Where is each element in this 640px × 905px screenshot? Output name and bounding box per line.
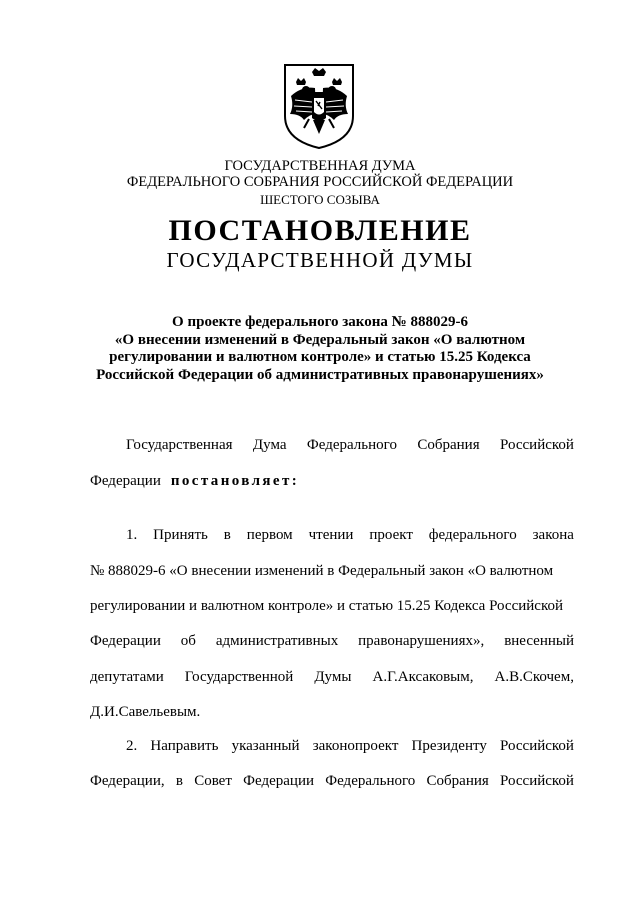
word: Думы <box>314 669 352 685</box>
text-line <box>126 527 574 544</box>
word: Федерации <box>90 633 161 649</box>
text-line <box>90 669 574 686</box>
title-line: Российской Федерации об административных правонарушениях» <box>96 366 544 383</box>
word: закона <box>532 527 574 543</box>
convocation: ШЕСТОГО СОЗЫВА <box>260 192 380 207</box>
word: А.Г.Аксаковым, <box>372 669 474 685</box>
word: об <box>180 633 196 649</box>
word: правонарушениях», <box>358 633 485 649</box>
word: Президенту <box>411 738 487 754</box>
coat-of-arms-emblem <box>282 62 356 150</box>
word: депутатами <box>90 669 164 685</box>
text-line: Д.И.Савельевым. <box>90 704 201 720</box>
text-line <box>126 437 574 454</box>
word: Государственная <box>126 437 233 453</box>
word: федерального <box>428 527 517 543</box>
text-line <box>90 473 574 490</box>
word: 1. <box>126 527 138 543</box>
organization-subname: ФЕДЕРАЛЬНОГО СОБРАНИЯ РОССИЙСКОЙ ФЕДЕРАЦИИ <box>126 174 514 190</box>
title-line: О проекте федерального закона № 888029-6 <box>172 314 468 330</box>
word: чтении <box>308 527 354 543</box>
document-title <box>0 314 640 384</box>
word: Собрания <box>426 773 489 789</box>
resolves-verb: постановляет: <box>170 473 300 489</box>
word: Российской <box>500 773 574 789</box>
word: Федерального <box>306 437 397 453</box>
word: Дума <box>252 437 287 453</box>
word: Российской <box>500 437 574 453</box>
word: в <box>175 773 183 789</box>
word: Федерального <box>325 773 416 789</box>
word: внесенный <box>504 633 574 649</box>
word: указанный <box>231 738 300 754</box>
word: Собрания <box>417 437 480 453</box>
word: Государственной <box>184 669 294 685</box>
text-line: № 888029-6 «О внесении изменений в Федеральный закон «О валютном <box>90 563 554 579</box>
text-line <box>90 773 574 790</box>
document-type: ПОСТАНОВЛЕНИЕ <box>168 214 472 247</box>
title-line: регулировании и валютном контроле» и статью 15.25 Кодекса <box>109 349 531 365</box>
word: законопроект <box>312 738 399 754</box>
word: Федерации <box>243 773 314 789</box>
word: Принять <box>153 527 208 543</box>
title-line: «О внесении изменений в Федеральный закон «О валютном <box>114 331 526 348</box>
word: административных <box>215 633 339 649</box>
document-issuer: ГОСУДАРСТВЕННОЙ ДУМЫ <box>166 248 474 272</box>
text-line <box>126 738 574 755</box>
word: Федерации, <box>90 773 165 789</box>
organization-name: ГОСУДАРСТВЕННАЯ ДУМА <box>224 158 416 174</box>
word: А.В.Скочем, <box>494 669 574 685</box>
word: 2. <box>126 738 138 754</box>
text-line: регулировании и валютном контроле» и статью 15.25 Кодекса Российской <box>90 598 564 614</box>
word: первом <box>246 527 293 543</box>
text-line <box>90 633 574 650</box>
word: Российской <box>500 738 574 754</box>
word: Направить <box>150 738 219 754</box>
word: проект <box>369 527 413 543</box>
word: Совет <box>194 773 232 789</box>
word: в <box>223 527 231 543</box>
word: Федерации <box>90 473 161 489</box>
